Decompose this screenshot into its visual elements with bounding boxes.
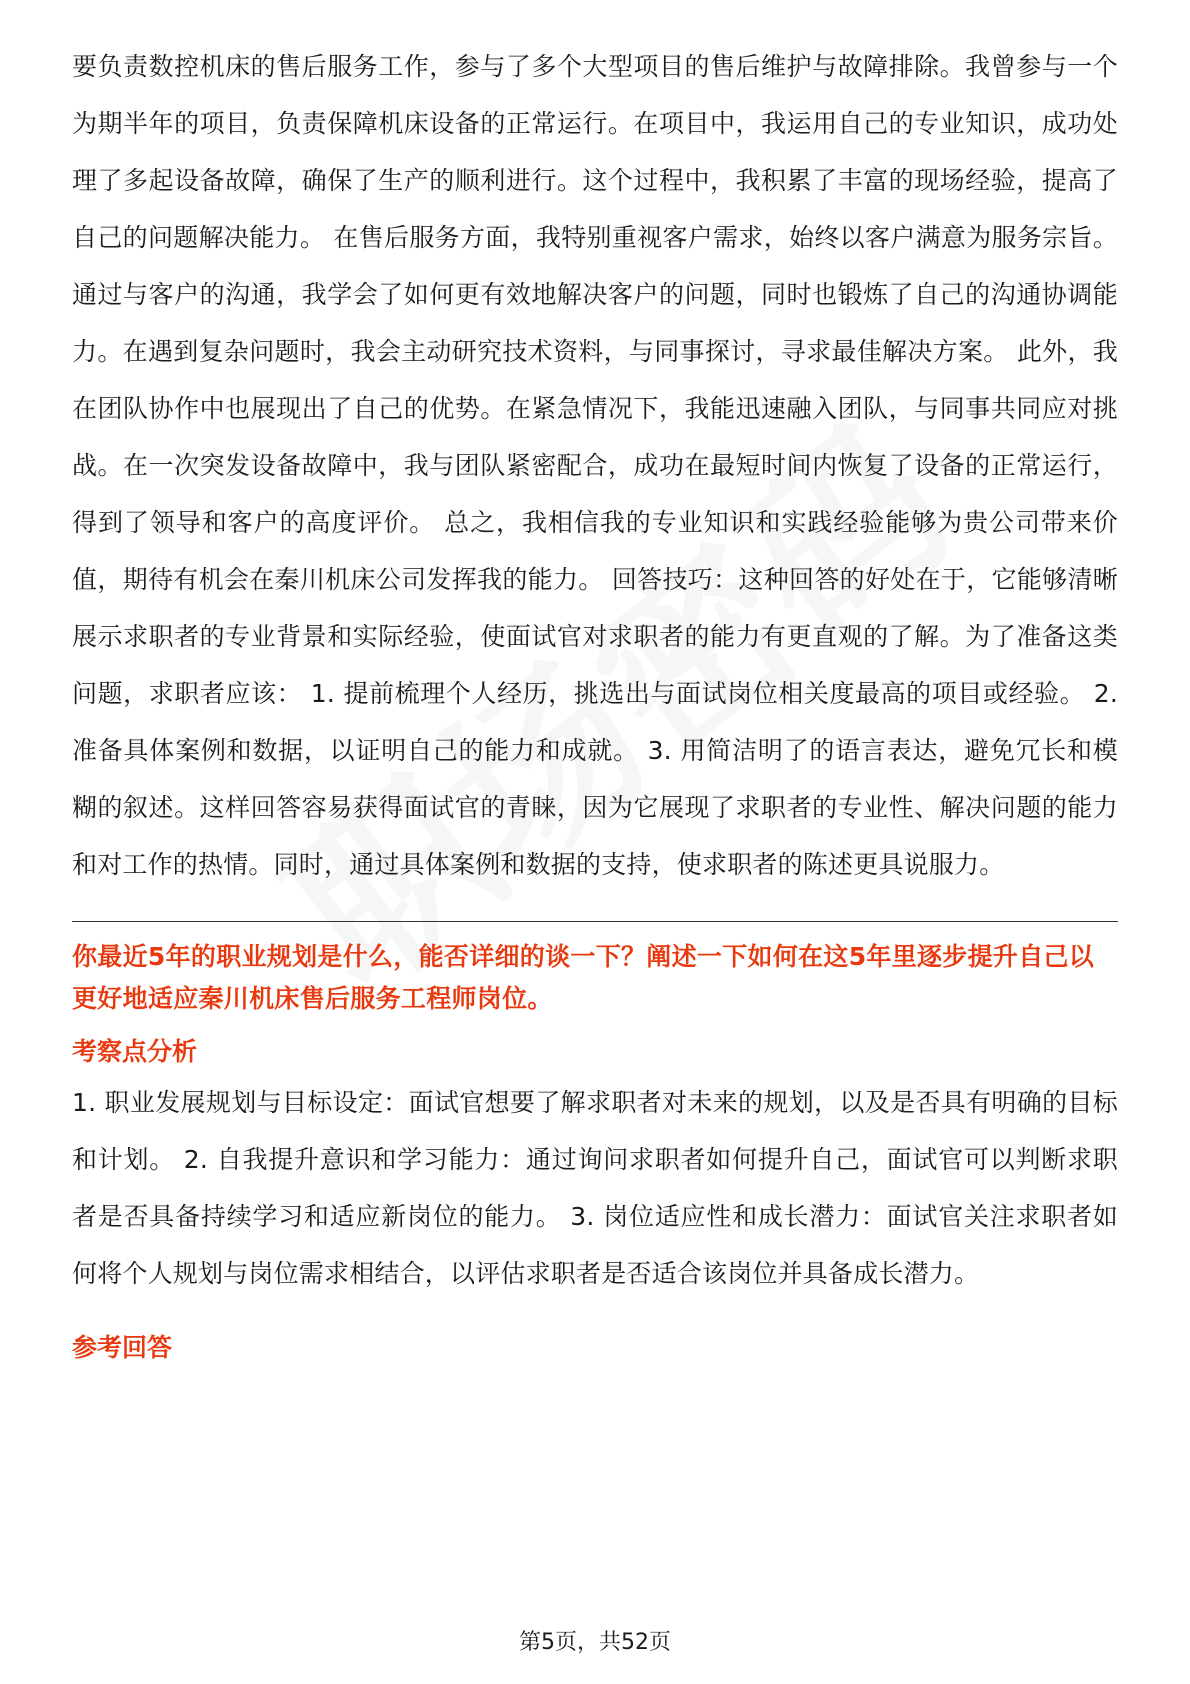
answer-paragraph: 要负责数控机床的售后服务工作，参与了多个大型项目的售后维护与故障排除。我曾参与一个为期半年的项目，负责保障机床设备的正常运行。在项目中，我运用自己的专业知识，成功处理了多起设备故障，确保了生产的顺利进行。这个过程中，我积累了丰富的现场经验，提高了自己的问题解决能力。 在售后服务方面，我特别重视客户需求，始终以客户满意为服务宗旨。通过与客户的沟通，我学会了如何更有效地解决客户的问题，同时也锻炼了自己的沟通协调能力。在遇到复杂问题时，我会主动研究技术资料，与同事探讨，寻求最佳解决方案。 此外，我在团队协作中也展现出了自己的优势。在紧急情况下，我能迅速融入团队，与同事共同应对挑战。在一次突发设备故障中，我与团队紧密配合，成功在最短时间内恢复了设备的正常运行，得到了领导和客户的高度评价。 总之，我相信我的专业知识和实践经验能够为贵公司带来价值，期待有机会在秦川机床公司发挥我的能力。 回答技巧：这种回答的好处在于，它能够清晰展示求职者的专业背景和实际经验，使面试官对求职者的能力有更直观的了解。为了准备这类问题，求职者应该： 1. 提前梳理个人经历，挑选出与面试岗位相关度最高的项目或经验。 2. 准备具体案例和数据，以证明自己的能力和成就。 3. 用简洁明了的语言表达，避免冗长和模糊的叙述。这样回答容易获得面试官的青睐，因为它展现了求职者的专业性、解决问题的能力和对工作的热情。同时，通过具体案例和数据的支持，使求职者的陈述更具说服力。 [72,52,1118,879]
section-divider [72,921,1118,922]
page-footer: 第5页，共52页 [519,1630,671,1655]
analysis-paragraph: 1. 职业发展规划与目标设定：面试官想要了解求职者对未来的规划，以及是否具有明确的目标和计划。 2. 自我提升意识和学习能力：通过询问求职者如何提升自己，面试官可以判断求职者是否具备持续学习和适应新岗位的能力。 3. 岗位适应性和成长潜力：面试官关注求职者如何将个人规划与岗位需求相结合，以评估求职者是否适合该岗位并具备成长潜力。 [72,1088,1118,1288]
reference-answer-heading: 参考回答 [72,1333,173,1362]
interview-question: 你最近5年的职业规划是什么，能否详细的谈一下？阐述一下如何在这5年里逐步提升自己以更好地适应秦川机床售后服务工程师岗位。 [72,942,1095,1013]
document-page [72,38,1118,1368]
analysis-heading: 考察点分析 [72,1037,198,1066]
